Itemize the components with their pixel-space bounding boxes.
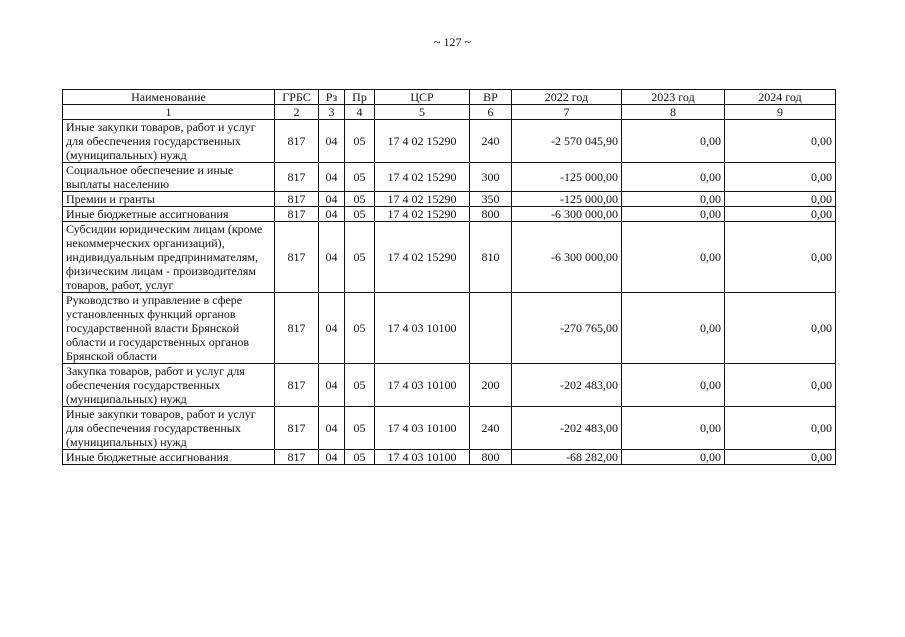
row-2022: -2 570 045,90 bbox=[512, 120, 622, 163]
row-2024: 0,00 bbox=[725, 293, 836, 364]
column-number: 2 bbox=[275, 105, 319, 120]
row-2024: 0,00 bbox=[725, 163, 836, 192]
header-2022: 2022 год bbox=[512, 90, 622, 105]
table-row bbox=[63, 207, 836, 222]
row-vr bbox=[470, 293, 512, 364]
row-2024: 0,00 bbox=[725, 207, 836, 222]
column-number: 4 bbox=[345, 105, 375, 120]
row-2024: 0,00 bbox=[725, 222, 836, 293]
row-pr: 05 bbox=[345, 207, 375, 222]
table-row bbox=[63, 293, 836, 364]
row-2022: -6 300 000,00 bbox=[512, 207, 622, 222]
row-name: Руководство и управление в сфере установленных функций органов государственной власти Брянской области и государственных органов Брянской области bbox=[63, 293, 275, 364]
row-name: Иные бюджетные ассигнования bbox=[63, 450, 275, 465]
row-csr: 17 4 02 15290 bbox=[375, 120, 470, 163]
header-grbs: ГРБС bbox=[275, 90, 319, 105]
header-row bbox=[63, 90, 836, 105]
row-2022: -125 000,00 bbox=[512, 163, 622, 192]
row-grbs: 817 bbox=[275, 163, 319, 192]
row-csr: 17 4 02 15290 bbox=[375, 207, 470, 222]
row-vr: 300 bbox=[470, 163, 512, 192]
row-2024: 0,00 bbox=[725, 364, 836, 407]
column-number-row bbox=[63, 105, 836, 120]
row-2024: 0,00 bbox=[725, 192, 836, 207]
row-pr: 05 bbox=[345, 450, 375, 465]
row-2023: 0,00 bbox=[622, 192, 725, 207]
row-name: Субсидии юридическим лицам (кроме некоммерческих организаций), индивидуальным предпринимателям, физическим лицам - производителям товаров, работ, услуг bbox=[63, 222, 275, 293]
row-vr: 200 bbox=[470, 364, 512, 407]
row-grbs: 817 bbox=[275, 222, 319, 293]
column-number: 1 bbox=[63, 105, 275, 120]
row-2023: 0,00 bbox=[622, 364, 725, 407]
row-rz: 04 bbox=[319, 407, 345, 450]
column-number: 3 bbox=[319, 105, 345, 120]
row-grbs: 817 bbox=[275, 364, 319, 407]
column-number: 7 bbox=[512, 105, 622, 120]
row-pr: 05 bbox=[345, 407, 375, 450]
table-row bbox=[63, 222, 836, 293]
row-vr: 800 bbox=[470, 207, 512, 222]
table-row bbox=[63, 407, 836, 450]
row-grbs: 817 bbox=[275, 207, 319, 222]
header-name: Наименование bbox=[63, 90, 275, 105]
column-number: 8 bbox=[622, 105, 725, 120]
page-number: ~ 127 ~ bbox=[434, 35, 471, 49]
table-row bbox=[63, 450, 836, 465]
row-csr: 17 4 03 10100 bbox=[375, 450, 470, 465]
row-name: Социальное обеспечение и иные выплаты населению bbox=[63, 163, 275, 192]
row-csr: 17 4 03 10100 bbox=[375, 293, 470, 364]
row-2023: 0,00 bbox=[622, 407, 725, 450]
row-2024: 0,00 bbox=[725, 120, 836, 163]
row-2022: -68 282,00 bbox=[512, 450, 622, 465]
row-2022: -125 000,00 bbox=[512, 192, 622, 207]
row-2023: 0,00 bbox=[622, 120, 725, 163]
header-2024: 2024 год bbox=[725, 90, 836, 105]
table-row bbox=[63, 192, 836, 207]
row-csr: 17 4 02 15290 bbox=[375, 222, 470, 293]
table-row bbox=[63, 120, 836, 163]
row-vr: 350 bbox=[470, 192, 512, 207]
row-vr: 810 bbox=[470, 222, 512, 293]
row-2024: 0,00 bbox=[725, 450, 836, 465]
row-name: Иные бюджетные ассигнования bbox=[63, 207, 275, 222]
row-2022: -270 765,00 bbox=[512, 293, 622, 364]
header-2023: 2023 год bbox=[622, 90, 725, 105]
column-number: 5 bbox=[375, 105, 470, 120]
row-rz: 04 bbox=[319, 293, 345, 364]
row-csr: 17 4 03 10100 bbox=[375, 407, 470, 450]
row-rz: 04 bbox=[319, 222, 345, 293]
row-vr: 800 bbox=[470, 450, 512, 465]
table-row bbox=[63, 163, 836, 192]
table-row bbox=[63, 364, 836, 407]
row-2023: 0,00 bbox=[622, 450, 725, 465]
row-pr: 05 bbox=[345, 364, 375, 407]
header-pr: Пр bbox=[345, 90, 375, 105]
row-name: Премии и гранты bbox=[63, 192, 275, 207]
row-csr: 17 4 03 10100 bbox=[375, 364, 470, 407]
column-number: 9 bbox=[725, 105, 836, 120]
row-grbs: 817 bbox=[275, 293, 319, 364]
row-rz: 04 bbox=[319, 450, 345, 465]
row-rz: 04 bbox=[319, 364, 345, 407]
row-pr: 05 bbox=[345, 222, 375, 293]
row-2022: -6 300 000,00 bbox=[512, 222, 622, 293]
row-rz: 04 bbox=[319, 163, 345, 192]
row-2023: 0,00 bbox=[622, 163, 725, 192]
row-rz: 04 bbox=[319, 192, 345, 207]
row-csr: 17 4 02 15290 bbox=[375, 192, 470, 207]
row-rz: 04 bbox=[319, 207, 345, 222]
header-csr: ЦСР bbox=[375, 90, 470, 105]
row-pr: 05 bbox=[345, 163, 375, 192]
row-name: Иные закупки товаров, работ и услуг для обеспечения государственных (муниципальных) нужд bbox=[63, 120, 275, 163]
row-grbs: 817 bbox=[275, 120, 319, 163]
row-2022: -202 483,00 bbox=[512, 407, 622, 450]
column-number: 6 bbox=[470, 105, 512, 120]
row-2022: -202 483,00 bbox=[512, 364, 622, 407]
row-2023: 0,00 bbox=[622, 222, 725, 293]
header-vr: ВР bbox=[470, 90, 512, 105]
row-2023: 0,00 bbox=[622, 207, 725, 222]
row-pr: 05 bbox=[345, 192, 375, 207]
row-csr: 17 4 02 15290 bbox=[375, 163, 470, 192]
row-grbs: 817 bbox=[275, 450, 319, 465]
row-pr: 05 bbox=[345, 120, 375, 163]
row-vr: 240 bbox=[470, 120, 512, 163]
header-rz: Рз bbox=[319, 90, 345, 105]
row-rz: 04 bbox=[319, 120, 345, 163]
row-grbs: 817 bbox=[275, 407, 319, 450]
row-name: Закупка товаров, работ и услуг для обеспечения государственных (муниципальных) нужд bbox=[63, 364, 275, 407]
row-vr: 240 bbox=[470, 407, 512, 450]
row-2024: 0,00 bbox=[725, 407, 836, 450]
row-grbs: 817 bbox=[275, 192, 319, 207]
row-pr: 05 bbox=[345, 293, 375, 364]
row-2023: 0,00 bbox=[622, 293, 725, 364]
budget-table bbox=[62, 89, 836, 465]
row-name: Иные закупки товаров, работ и услуг для обеспечения государственных (муниципальных) нужд bbox=[63, 407, 275, 450]
